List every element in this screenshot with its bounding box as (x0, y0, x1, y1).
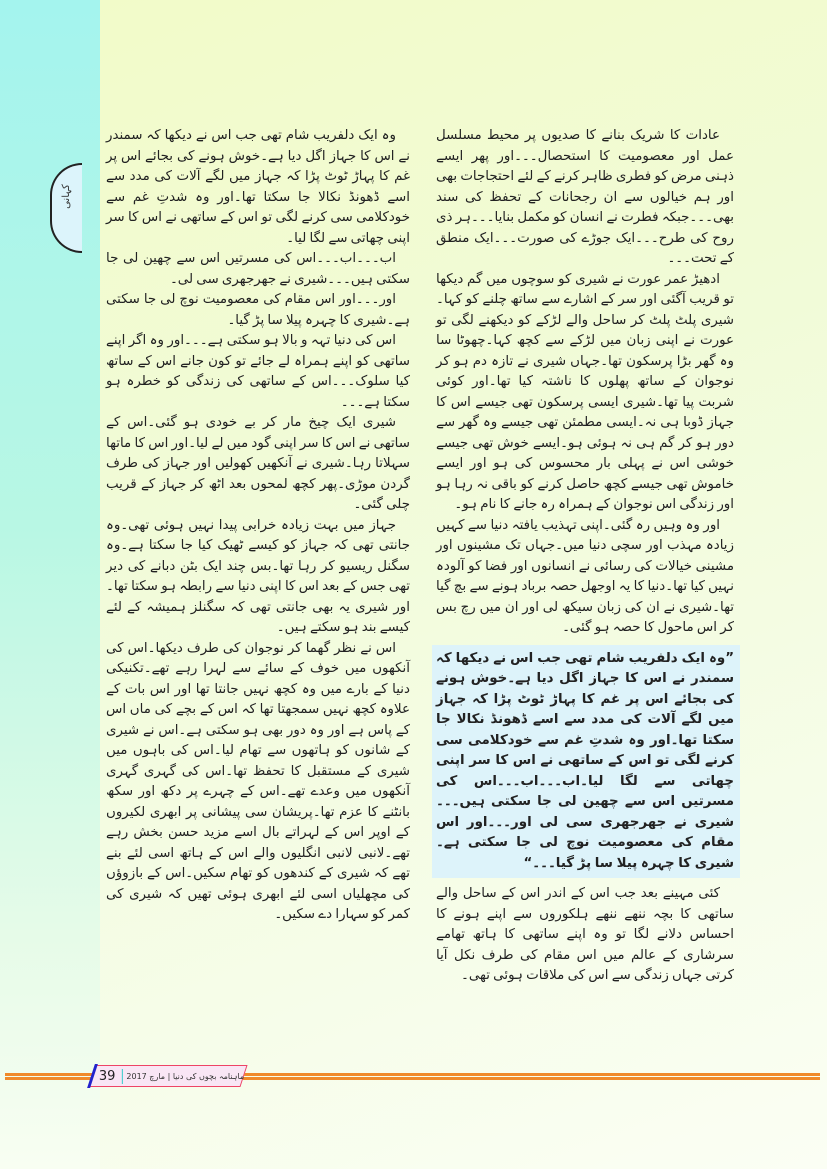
paragraph: جہاز میں بہت زیادہ خرابی پیدا نہیں ہوئی تھی۔وہ جانتی تھی کہ جہاز کو کیسے ٹھیک کیا جا سکتا ہے۔وہ سگنل ریسیو کر رہا تھا۔بس چند ایک بٹن دبانے کی دیر تھی جس کے بعد اس کا اپنی دنیا سے رابطہ ہو سکتا تھا۔اور شیری یہ بھی جانتی تھی کہ سگنلز ہمیشہ کے لئے کیسے بند ہو سکتے ہیں۔ (106, 517, 410, 635)
paragraph: شیری ایک چیخ مار کر بے خودی ہو گئی۔اس کے ساتھی نے اس کا سر اپنی گود میں لے لیا۔اور اس کا ماتھا سہلاتا رہا۔شیری نے آنکھیں کھولیں اور جہاز کی طرف گردن موڑی۔پھر کچھ لمحوں بعد اٹھ کر جہاز کے قریب چلی گئی۔ (106, 415, 410, 512)
right-column (436, 126, 734, 987)
closing-paragraph: کئی مہینے بعد جب اس کے اندر اس کے ساحل والے ساتھی کا بچہ ننھے ننھے ہلکوروں سے اپنے ہونے کا احساس دلانے لگا تو وہ اپنے ساتھی کا ہاتھ تھامے سرشاری کے عالم میں اس مقام کی طرف نکل آیا کرتی جہاں زندگی سے اس کی ملاقات ہوئی تھی۔ (436, 886, 734, 983)
issue-label: ماہنامہ بچوں کی دنیا | مارچ 2017 (126, 1071, 245, 1081)
paragraph: اس کی دنیا تہہ و بالا ہو سکتی ہے۔۔۔اور وہ اگر اپنے ساتھی کو اپنے ہمراہ لے جائے تو کون جانے اس کے ساتھ کیا سلوک۔۔۔اس کے ساتھی کی زندگی کو خطرہ ہو سکتا ہے۔۔۔ (106, 333, 410, 410)
paragraph: اور وہ وہیں رہ گئی۔اپنی تہذیب یافتہ دنیا سے کہیں زیادہ مہذب اور سچی دنیا میں۔جہاں تک مشینوں اور مشینی خیالات کی رسائی نے انسانوں اور فضا کو آلودہ نہیں کیا تھا۔دنیا کا یہ اوجھل حصہ برباد ہونے سے بچ گیا تھا۔شیری نے ان کی زبان سیکھ لی اور ان میں رچ بس کر اس ماحول کا حصہ ہو گئی۔ (436, 517, 734, 635)
page-badge (88, 1065, 247, 1087)
decorative-cyan-strip (0, 0, 100, 1169)
paragraph: عادات کا شریک بنانے کا صدیوں پر محیط مسلسل عمل اور معصومیت کا استحصال۔۔۔اور پھر ایسے ذہنی مرض کو فطری ظاہر کرنے کے لئے احتجاجات بھی اور ہم خیالوں سے ان رجحانات کے تحفظ کی سند بھی۔۔۔جبکہ فطرت نے انسان کو مکمل بنایا۔۔۔ہر ذی روح کی طرح۔۔۔ایک جوڑے کی صورت۔۔۔ایک منطق کے تحت۔۔۔ (436, 128, 734, 266)
paragraph: اس نے نظر گھما کر نوجوان کی طرف دیکھا۔اس کی آنکھوں میں خوف کے سائے سے لہرا رہے تھے۔تکنیکی دنیا کے بارے میں وہ کچھ نہیں جانتا تھا اور اس بات کے علاوہ کچھ نہیں سمجھتا تھا کہ اس کے بچے کی ماں اس کے پاس ہے اور وہ دور بھی ہو سکتی ہے۔اس نے شیری کے شانوں کو ہاتھوں سے تھام لیا۔اس کی باہوں میں شیری کے مستقبل کا تحفظ تھا۔اس کی گہری گہری آنکھوں میں وعدے تھے۔اس کے چہرے پر دکھ اور سکھ بانٹنے کا عزم تھا۔پریشان سی پیشانی پر ابھری لکیروں کے اوپر اس کے لہراتے بال اسے مزید حسن بخش رہے تھے۔لانبی لانبی انگلیوں والے اس کے ہاتھ اسی لئے بنے تھے کہ شیری کے کندھوں کو تھام سکیں۔اس کے بازوؤں کی مچھلیاں اسی لئے ابھری ہوئی تھیں کہ شیری کی کمر کو سہارا دے سکیں۔ (106, 640, 410, 922)
paragraph: اب۔۔۔اب۔۔۔اس کی مسرتیں اس سے چھین لی جا سکتی ہیں۔۔۔شیری نے جھرجھری سی لی۔ (106, 251, 410, 287)
section-tab-label: کہانی (60, 184, 72, 209)
left-column (106, 126, 410, 926)
paragraph: ادھیڑ عمر عورت نے شیری کو سوچوں میں گم دیکھا تو قریب آگئی اور سر کے اشارے سے ساتھ چلنے کو کہا۔شیری پلٹ پلٹ کر ساحل والے لڑکے کو دیکھنے لگی تو عورت نے اپنی زبان میں لڑکے سے کچھ کہا۔چھوٹا سا وہ گھر بڑا پرسکون تھا۔جہاں شیری نے تازہ دم ہو کر نوجوان کے ساتھ پھلوں کا ناشتہ کیا تھا۔اور کوئی شربت پیا تھا۔شیری ایسی پرسکون تھی جیسے اس کا جہاز ڈوبا ہی نہ۔ایسی مطمئن تھی جیسے وہ گھر سے دور ہو کر گم ہی نہ ہوئی ہو۔ایسے خوش تھی جیسے خوشی اس نے پہلی بار محسوس کی ہو اور ایسے خاموش تھی جیسے کچھ حاصل کرنے کو باقی نہ رہا ہو اور زندگی اس نوجوان کے ہمراہ رہ جانے کا نام ہو۔ (436, 271, 734, 512)
paragraph: وہ ایک دلفریب شام تھی جب اس نے دیکھا کہ سمندر نے اس کا جہاز اگل دیا ہے۔خوش ہونے کی بجائے اس پر غم کا پہاڑ ٹوٹ پڑا کہ جہاز میں لگے آلات کی مدد سے اسے ڈھونڈ نکالا جا سکتا تھا۔اور وہ شدتِ غم سے خودکلامی سی کرنے لگی تو اس کے ساتھی نے اس کا سر اپنی چھاتی سے لگا لیا۔ (106, 128, 410, 246)
page-number: 39 (93, 1069, 123, 1084)
paragraph: اور۔۔۔اور اس مقام کی معصومیت نوچ لی جا سکتی ہے۔شیری کا چہرہ پیلا سا پڑ گیا۔ (106, 292, 410, 328)
pull-quote-text: ”وہ ایک دلفریب شام تھی جب اس نے دیکھا کہ سمندر نے اس کا جہاز اگل دیا ہے۔خوش ہونے کی بجائے اس پر غم کا پہاڑ ٹوٹ پڑا کہ جہاز میں لگے آلات کی مدد سے اسے ڈھونڈ نکالا جا سکتا تھا۔اور وہ شدتِ غم سے خودکلامی سی کرنے لگی تو اس کے ساتھی نے اس کا سر اپنی چھاتی سے لگا لیا۔اب۔۔۔اب۔۔۔اس کی مسرتیں اس سے چھین لی جا سکتی ہیں۔۔۔شیری نے جھرجھری سی لی اور۔۔۔اور اس مقام کی معصومیت نوچ لی جا سکتی ہے۔شیری کا چہرہ پیلا سا پڑ گیا۔۔۔“ (436, 650, 734, 871)
pull-quote-box (432, 645, 740, 879)
